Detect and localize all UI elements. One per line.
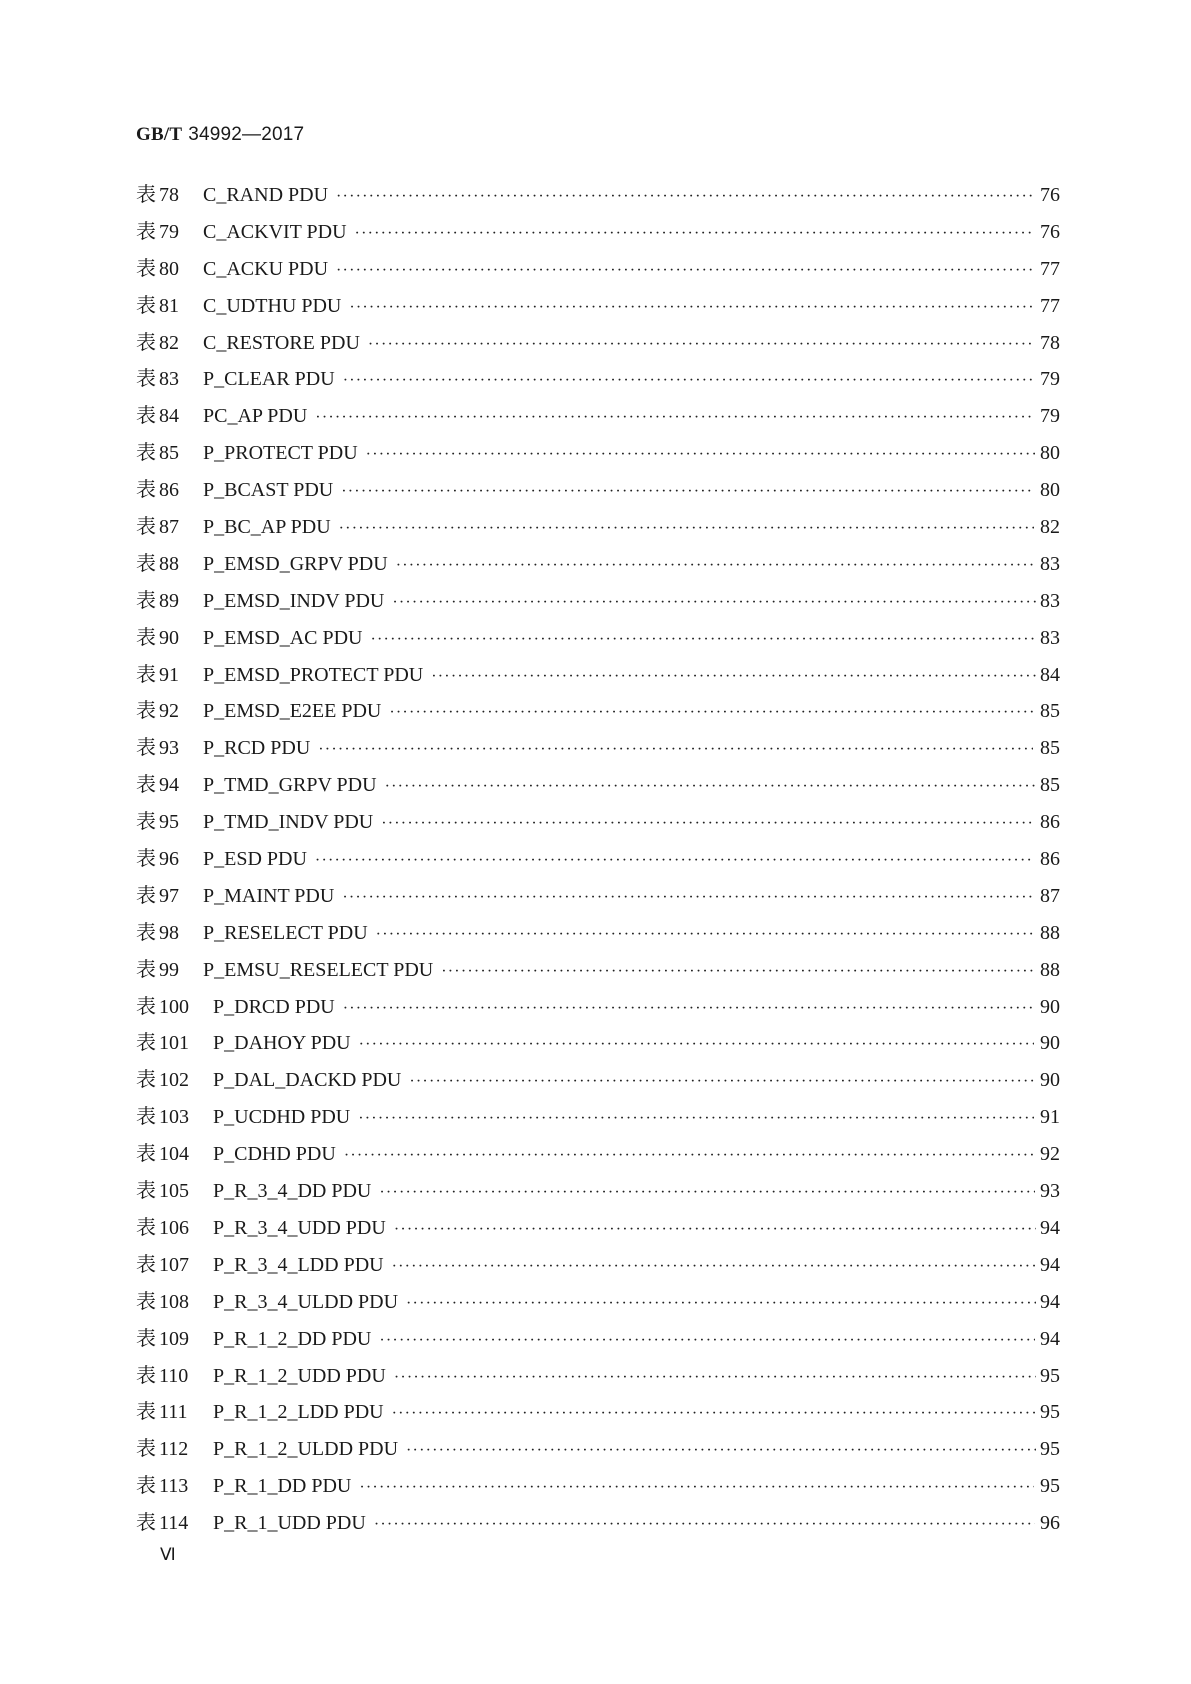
toc-entry[interactable] [136,1358,1060,1395]
toc-entry-label [136,214,195,251]
toc-entry-prefix: 表 [136,405,156,428]
toc-entry-number: 105 [159,1180,189,1203]
toc-entry-leader [431,659,1037,696]
toc-entry-title: P_R_1_2_DD PDU [213,1327,372,1350]
toc-entry-prefix: 表 [136,331,156,354]
toc-entry[interactable] [136,398,1060,435]
toc-entry-prefix: 表 [136,442,156,465]
toc-entry[interactable] [136,1505,1060,1542]
toc-entry-title: P_R_3_4_LDD PDU [213,1253,384,1276]
toc-entry-page: 83 [1040,552,1060,575]
toc-entry-page: 82 [1040,516,1060,539]
toc-entry-prefix: 表 [136,257,156,280]
toc-entry-page: 80 [1040,479,1060,502]
toc-entry-label [136,693,195,730]
toc-entry-leader [336,179,1034,216]
toc-entry-prefix: 表 [136,921,156,944]
toc-entry-page: 83 [1040,626,1060,649]
toc-entry-prefix: 表 [136,811,156,834]
toc-entry-page: 85 [1040,774,1060,797]
toc-entry-prefix: 表 [136,1180,156,1203]
toc-entry[interactable] [136,620,1060,657]
toc-entry-label [136,177,195,214]
toc-entry-leader [392,585,1035,622]
toc-entry[interactable] [136,804,1060,841]
toc-entry-leader [406,1286,1036,1323]
toc-entry-label [136,1394,205,1431]
toc-entry[interactable] [136,325,1060,362]
toc-entry-number: 94 [159,774,179,797]
toc-entry-leader [394,1360,1036,1397]
toc-entry-title: C_ACKU PDU [203,257,329,280]
toc-entry-leader [341,474,1034,511]
toc-entry-label [136,1358,205,1395]
toc-entry-page: 96 [1040,1512,1060,1535]
toc-entry-number: 99 [159,958,179,981]
toc-entry-leader [344,1138,1034,1175]
toc-entry-number: 80 [159,257,179,280]
toc-entry[interactable] [136,1394,1060,1431]
toc-entry-prefix: 表 [136,1143,156,1166]
toc-entry[interactable] [136,361,1060,398]
toc-entry-title: P_R_1_2_LDD PDU [213,1401,384,1424]
toc-entry-title: P_PROTECT PDU [203,442,358,465]
toc-entry-page: 76 [1040,220,1060,243]
standard-number: 34992—2017 [188,124,305,145]
toc-entry[interactable] [136,472,1060,509]
toc-entry-number: 88 [159,552,179,575]
toc-entry-title: P_ESD PDU [203,848,307,871]
toc-entry-page: 94 [1040,1290,1060,1313]
page-header [136,124,304,146]
toc-entry-prefix: 表 [136,1253,156,1276]
toc-entry[interactable] [136,915,1060,952]
toc-entry-label [136,1025,205,1062]
toc-entry-number: 101 [159,1032,189,1055]
toc-entry-prefix: 表 [136,589,156,612]
toc-entry-prefix: 表 [136,184,156,206]
toc-entry-leader [379,1175,1035,1212]
toc-entry-prefix: 表 [136,294,156,317]
toc-entry-page: 78 [1040,331,1060,354]
toc-entry-prefix: 表 [136,737,156,760]
table-list [136,177,1060,1542]
toc-entry-page: 94 [1040,1253,1060,1276]
toc-entry-number: 113 [159,1475,189,1498]
toc-entry-number: 89 [159,589,179,612]
toc-entry[interactable] [136,1210,1060,1247]
toc-entry-leader [355,216,1035,253]
standard-code: GB/T [136,124,183,145]
toc-entry-title: P_R_3_4_ULDD PDU [213,1290,399,1313]
toc-entry-title: P_R_1_2_ULDD PDU [213,1438,399,1461]
toc-entry-prefix: 表 [136,516,156,539]
toc-entry-label [136,952,195,989]
toc-entry-leader [394,1212,1036,1249]
toc-entry-title: P_EMSU_RESELECT PDU [203,958,434,981]
toc-entry-label [136,767,195,804]
toc-entry-prefix: 表 [136,1216,156,1239]
toc-entry-page: 92 [1040,1143,1060,1166]
toc-entry-title: C_ACKVIT PDU [203,220,347,243]
toc-entry-page: 90 [1040,1032,1060,1055]
toc-entry-prefix: 表 [136,774,156,797]
toc-entry-label [136,878,195,915]
toc-entry-leader [376,917,1035,954]
toc-entry-page: 95 [1040,1364,1060,1387]
toc-entry-prefix: 表 [136,1327,156,1350]
toc-entry-prefix: 表 [136,1290,156,1313]
toc-entry-label [136,288,195,325]
toc-entry-label [136,583,195,620]
toc-entry[interactable] [136,841,1060,878]
toc-entry[interactable] [136,878,1060,915]
toc-entry-number: 104 [159,1143,189,1166]
toc-entry-page: 79 [1040,405,1060,428]
toc-entry-prefix: 表 [136,1032,156,1055]
toc-entry-leader [315,843,1033,880]
toc-entry-number: 97 [159,884,179,907]
toc-entry-page: 80 [1040,442,1060,465]
toc-entry-title: PC_AP PDU [203,405,308,428]
toc-entry-prefix: 表 [136,552,156,575]
toc-entry-page: 76 [1040,184,1060,206]
toc-entry-label [136,1099,205,1136]
toc-entry-prefix: 表 [136,626,156,649]
toc-entry-prefix: 表 [136,1512,156,1535]
toc-entry-page: 84 [1040,663,1060,686]
toc-entry-prefix: 表 [136,663,156,686]
toc-entry-page: 85 [1040,737,1060,760]
toc-entry-label [136,361,195,398]
toc-entry-label [136,804,195,841]
toc-entry-number: 108 [159,1290,189,1313]
toc-entry-number: 106 [159,1216,189,1239]
toc-entry-leader [366,437,1035,474]
toc-entry-leader [381,806,1035,843]
toc-entry-title: P_R_3_4_UDD PDU [213,1216,386,1239]
toc-entry-page: 93 [1040,1180,1060,1203]
toc-entry-number: 109 [159,1327,189,1350]
toc-entry-title: P_R_3_4_DD PDU [213,1180,372,1203]
toc-entry-number: 86 [159,479,179,502]
toc-entry-title: P_EMSD_E2EE PDU [203,700,382,723]
toc-entry-page: 95 [1040,1401,1060,1424]
toc-entry-leader [392,1249,1036,1286]
toc-entry-label [136,1321,205,1358]
toc-entry[interactable] [136,1468,1060,1505]
toc-entry-number: 93 [159,737,179,760]
toc-entry-label [136,989,205,1026]
toc-entry-leader [389,695,1035,732]
toc-entry[interactable] [136,767,1060,804]
toc-entry-title: P_CDHD PDU [213,1143,336,1166]
toc-entry-number: 103 [159,1106,189,1129]
toc-entry-number: 114 [159,1512,189,1535]
toc-entry[interactable] [136,1247,1060,1284]
toc-entry-number: 83 [159,368,179,391]
toc-entry[interactable] [136,251,1060,288]
toc-entry-page: 95 [1040,1475,1060,1498]
toc-entry-page: 91 [1040,1106,1060,1129]
toc-entry-prefix: 表 [136,1475,156,1498]
toc-entry-number: 92 [159,700,179,723]
toc-entry-label [136,1210,205,1247]
toc-entry-label [136,915,195,952]
toc-entry-title: C_RAND PDU [203,184,329,206]
toc-entry-number: 87 [159,516,179,539]
toc-entry-leader [409,1064,1036,1101]
toc-entry-page: 79 [1040,368,1060,391]
toc-entry-number: 112 [159,1438,189,1461]
toc-entry[interactable] [136,214,1060,251]
toc-entry-leader [368,327,1035,364]
toc-entry-leader [359,1027,1035,1064]
toc-entry-number: 90 [159,626,179,649]
toc-entry-leader [392,1396,1036,1433]
toc-entry-label [136,472,195,509]
toc-entry-title: P_EMSD_GRPV PDU [203,552,388,575]
toc-entry-title: C_RESTORE PDU [203,331,360,354]
toc-entry-leader [358,1101,1034,1138]
toc-entry[interactable] [136,1321,1060,1358]
toc-entry-leader [396,548,1036,585]
toc-entry[interactable] [136,1025,1060,1062]
toc-entry-leader [406,1433,1036,1470]
toc-entry[interactable] [136,1173,1060,1210]
toc-entry[interactable] [136,730,1060,767]
toc-entry-leader [343,991,1034,1028]
toc-entry-title: P_UCDHD PDU [213,1106,351,1129]
toc-entry-prefix: 表 [136,1364,156,1387]
toc-entry-leader [343,363,1034,400]
toc-entry-label [136,1136,205,1173]
toc-entry-number: 110 [159,1364,189,1387]
toc-entry-number: 82 [159,331,179,354]
toc-entry-number: 111 [159,1401,188,1424]
toc-entry-page: 94 [1040,1216,1060,1239]
toc-entry-prefix: 表 [136,884,156,907]
toc-entry-leader [385,769,1036,806]
toc-entry-label [136,620,195,657]
toc-entry-leader [441,954,1037,991]
toc-entry-prefix: 表 [136,1069,156,1092]
toc-entry-title: C_UDTHU PDU [203,294,342,317]
toc-entry-page: 94 [1040,1327,1060,1350]
toc-entry-label [136,1505,205,1542]
toc-entry-leader [339,511,1034,548]
toc-entry-label [136,546,195,583]
toc-entry[interactable] [136,177,1060,214]
toc-entry[interactable] [136,435,1060,472]
toc-entry-prefix: 表 [136,848,156,871]
toc-entry-number: 100 [159,995,189,1018]
toc-entry-title: P_R_1_UDD PDU [213,1512,366,1535]
toc-entry-label [136,1468,205,1505]
toc-entry-label [136,1173,205,1210]
toc-entry-title: P_RCD PDU [203,737,311,760]
toc-entry-number: 78 [159,184,179,206]
toc-entry[interactable] [136,1062,1060,1099]
toc-entry[interactable] [136,509,1060,546]
toc-entry-title: P_BC_AP PDU [203,516,331,539]
toc-entry-label [136,1284,205,1321]
toc-entry-prefix: 表 [136,479,156,502]
toc-entry[interactable] [136,1431,1060,1468]
toc-entry-title: P_R_1_2_UDD PDU [213,1364,386,1387]
toc-entry-page: 88 [1040,921,1060,944]
toc-entry-leader [359,1470,1034,1507]
toc-entry-prefix: 表 [136,1106,156,1129]
toc-entry[interactable] [136,1136,1060,1173]
toc-entry-leader [374,1507,1035,1544]
toc-entry-prefix: 表 [136,1438,156,1461]
toc-entry-number: 102 [159,1069,189,1092]
toc-entry-prefix: 表 [136,368,156,391]
toc-entry-title: P_EMSD_PROTECT PDU [203,663,424,686]
toc-entry-leader [370,622,1034,659]
toc-entry-page: 90 [1040,1069,1060,1092]
toc-entry-page: 87 [1040,884,1060,907]
toc-entry-leader [349,290,1034,327]
toc-entry-prefix: 表 [136,220,156,243]
toc-entry-number: 84 [159,405,179,428]
toc-entry-page: 77 [1040,294,1060,317]
toc-entry-leader [318,732,1033,769]
toc-entry-label [136,435,195,472]
toc-entry-page: 95 [1040,1438,1060,1461]
toc-entry-page: 86 [1040,811,1060,834]
toc-entry-prefix: 表 [136,1401,156,1424]
toc-entry-title: P_BCAST PDU [203,479,334,502]
toc-entry-number: 96 [159,848,179,871]
toc-entry[interactable] [136,952,1060,989]
toc-entry-number: 95 [159,811,179,834]
toc-entry-label [136,730,195,767]
toc-entry-label [136,841,195,878]
toc-entry[interactable] [136,693,1060,730]
toc-entry-title: P_DAL_DACKD PDU [213,1069,402,1092]
toc-entry-title: P_R_1_DD PDU [213,1475,352,1498]
toc-entry-prefix: 表 [136,995,156,1018]
toc-entry[interactable] [136,657,1060,694]
toc-entry-title: P_CLEAR PDU [203,368,335,391]
toc-entry-number: 107 [159,1253,189,1276]
toc-entry-title: P_RESELECT PDU [203,921,368,944]
toc-entry-title: P_EMSD_INDV PDU [203,589,385,612]
toc-entry-prefix: 表 [136,958,156,981]
toc-entry-page: 77 [1040,257,1060,280]
toc-entry-title: P_DAHOY PDU [213,1032,351,1055]
toc-entry-number: 91 [159,663,179,686]
toc-entry[interactable] [136,1284,1060,1321]
toc-entry-title: P_MAINT PDU [203,884,335,907]
toc-entry-label [136,1062,205,1099]
toc-entry-label [136,509,195,546]
toc-entry-page: 85 [1040,700,1060,723]
toc-entry-prefix: 表 [136,700,156,723]
toc-entry-label [136,1247,205,1284]
toc-entry-leader [315,400,1033,437]
toc-entry[interactable] [136,1099,1060,1136]
toc-entry[interactable] [136,989,1060,1026]
toc-entry-leader [379,1323,1035,1360]
toc-entry-title: P_EMSD_AC PDU [203,626,363,649]
toc-entry-number: 81 [159,294,179,317]
toc-entry-label [136,325,195,362]
toc-entry[interactable] [136,288,1060,325]
toc-entry-number: 98 [159,921,179,944]
toc-entry-page: 83 [1040,589,1060,612]
toc-entry-label [136,1431,205,1468]
toc-entry-title: P_TMD_INDV PDU [203,811,374,834]
toc-entry-number: 79 [159,220,179,243]
page-number: Ⅵ [160,1545,176,1564]
toc-entry-number: 85 [159,442,179,465]
toc-entry[interactable] [136,546,1060,583]
toc-entry-page: 86 [1040,848,1060,871]
toc-entry-label [136,657,195,694]
toc-entry-label [136,398,195,435]
toc-entry-title: P_TMD_GRPV PDU [203,774,377,797]
toc-entry-leader [336,253,1034,290]
toc-entry[interactable] [136,583,1060,620]
toc-entry-leader [342,880,1034,917]
toc-entry-title: P_DRCD PDU [213,995,335,1018]
toc-entry-page: 88 [1040,958,1060,981]
toc-entry-label [136,251,195,288]
toc-entry-page: 90 [1040,995,1060,1018]
